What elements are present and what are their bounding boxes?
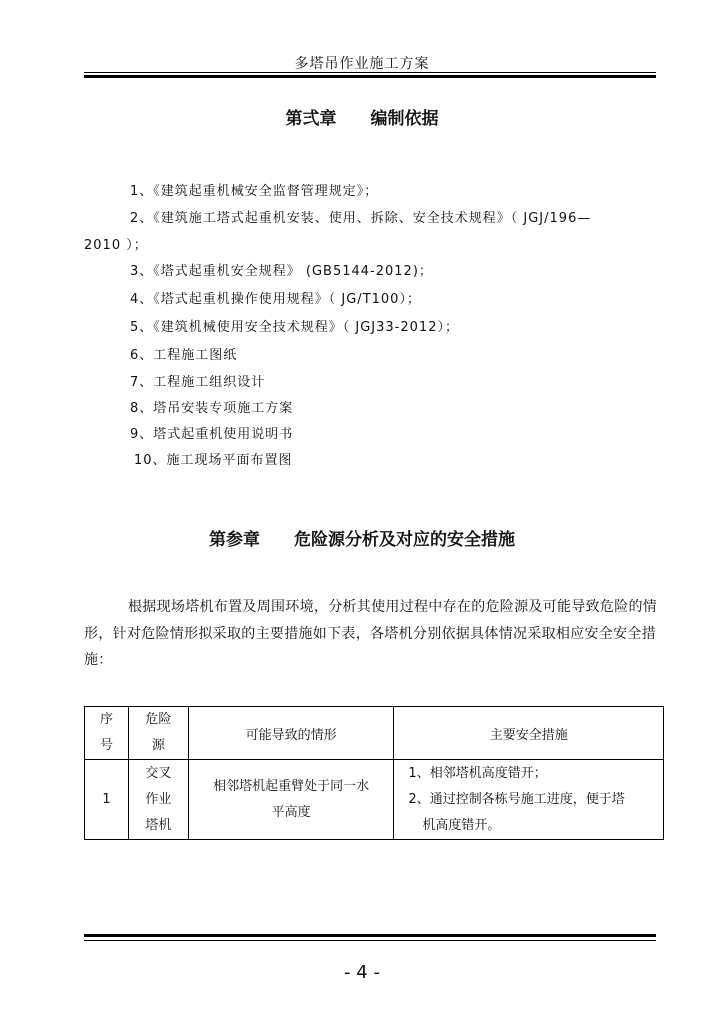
header-measures: 主要安全措施 [394,707,664,760]
header-rule-thin [84,72,656,73]
reference-item: 7、工程施工组织设计 [130,375,266,390]
intro-text: 根据现场塔机布置及周围环境，分析其使用过程中存在的危险源及可能导致危险的情形，针对危险情形拟采取的主要措施如下表，各塔机分别依据具体情况采取相应安全安全措施： [84,599,658,668]
row-situation: 相邻塔机起重臂处于同一水 平高度 [188,760,394,840]
reference-item: 4、《塔式起重机操作使用规程》（ JG/T100）； [130,292,421,307]
hazard-table [84,706,664,840]
reference-item: 8、塔吊安装专项施工方案 [130,401,294,416]
reference-item: 1、《建筑起重机械安全监督管理规定》； [130,184,379,199]
reference-item-continuation: 2010 ）； [84,238,148,253]
reference-item: 6、工程施工图纸 [130,348,238,363]
reference-item: 9、塔式起重机使用说明书 [130,427,294,442]
header-situation: 可能导致的情形 [188,707,394,760]
header-hazard: 危险 源 [128,707,188,760]
table-row [85,760,664,840]
intro-paragraph [84,594,664,674]
chapter-2-number: 第弍章 [285,109,337,129]
chapter-2-heading [0,104,724,129]
reference-item: 5、《建筑机械使用安全技术规程》（ JGJ33-2012）； [130,320,459,335]
header-no: 序 号 [85,707,129,760]
reference-item: 3、《塔式起重机安全规程》 (GB5144-2012)； [130,264,433,279]
page-number: - 4 - [344,962,380,983]
chapter-3-title: 危险源分析及对应的安全措施 [294,530,515,550]
header-rule-thick [84,75,656,78]
reference-item: 2、《建筑施工塔式起重机安装、使用、拆除、安全技术规程》（ JGJ/196— [130,211,592,226]
chapter-3-number: 第参章 [209,530,260,550]
document-header-title: 多塔吊作业施工方案 [294,56,430,72]
footer-rule-thick [84,934,656,937]
reference-item: 10、施工现场平面布置图 [134,453,293,468]
row-hazard: 交叉 作业 塔机 [128,760,188,840]
row-measures: 1、相邻塔机高度错开； 2、通过控制各栋号施工进度，便于塔 机高度错开。 [394,760,664,840]
table-header-row [85,707,664,760]
footer-rule-thin [84,940,656,941]
chapter-2-title: 编制依据 [370,109,439,129]
row-no: 1 [85,760,129,840]
chapter-3-heading [0,525,724,550]
